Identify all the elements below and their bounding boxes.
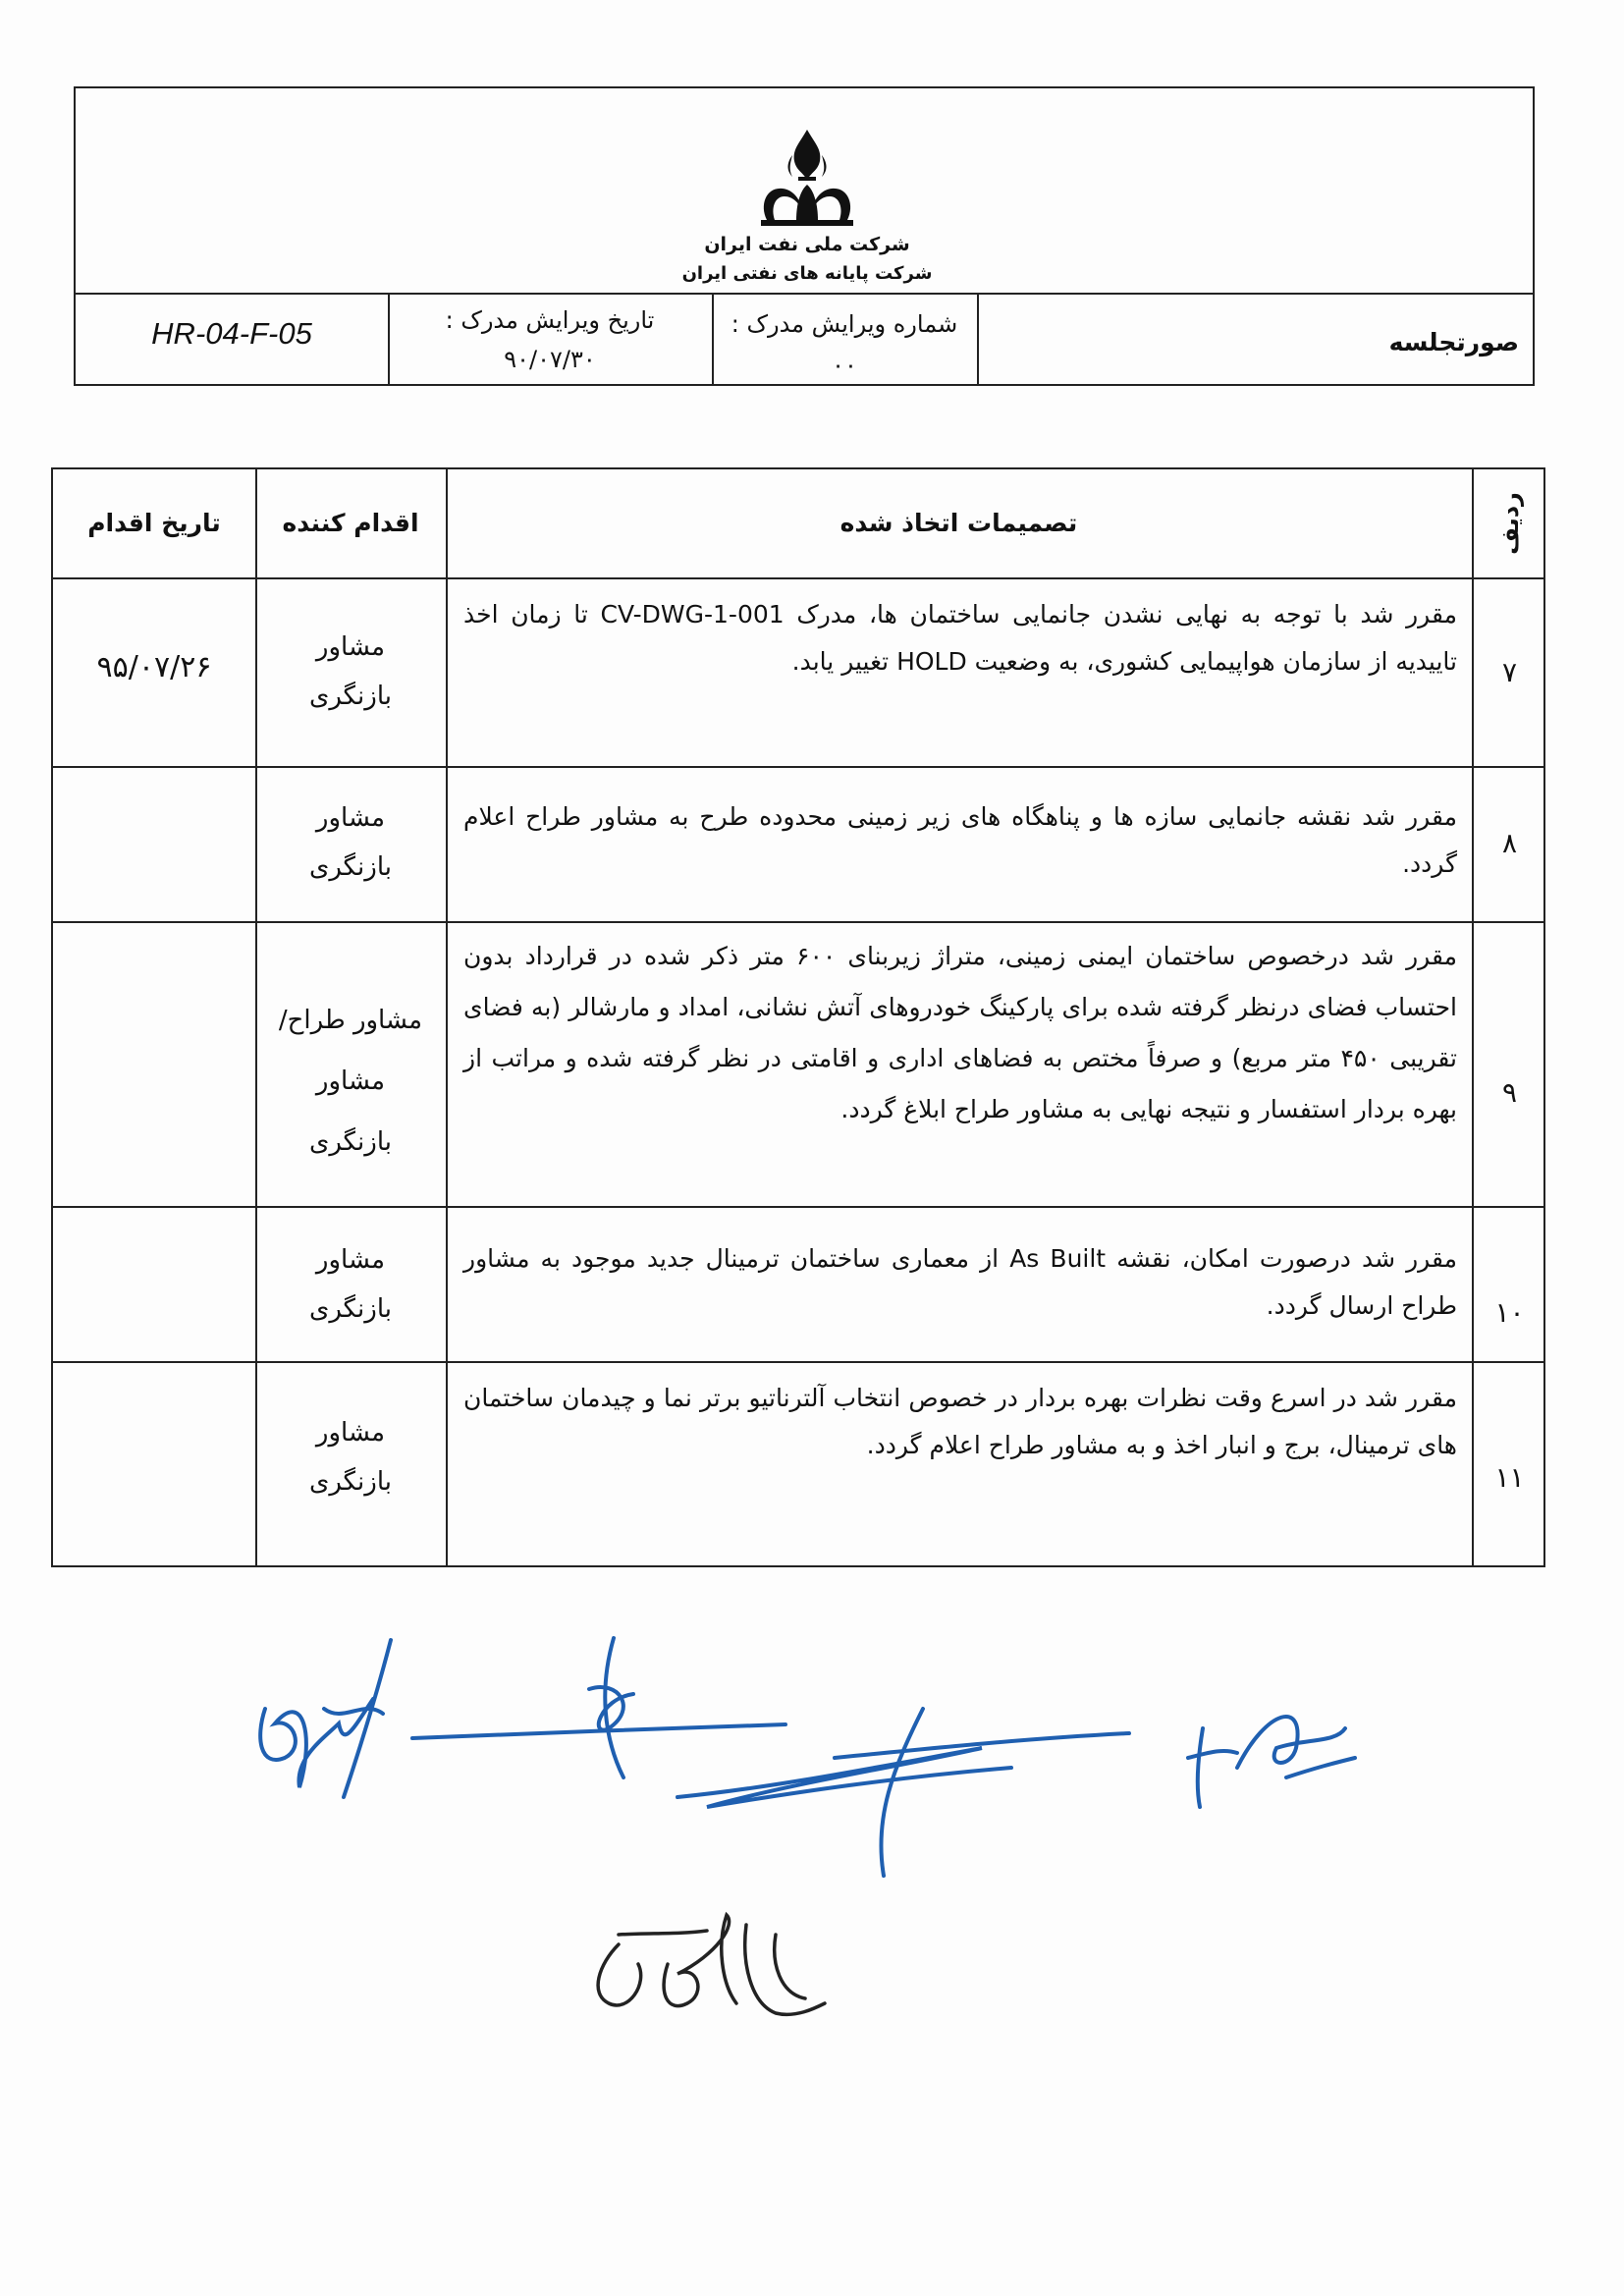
table-row-line bbox=[53, 766, 1543, 768]
signature-2 bbox=[412, 1638, 785, 1777]
company-name-nioc: شرکت ملی نفت ایران bbox=[704, 234, 910, 255]
row-number: ۹ bbox=[1501, 1076, 1518, 1109]
decision-text: مقرر شد درخصوص ساختمان ایمنی زمینی، متراژ زیربنای ۶۰۰ متر ذکر شده در قرارداد بدون احتساب فضای درنظر گرفته شده برای پارکینگ خودروهای آتش نشانی، امداد و مارشالر (به فضای تقریبی ۴۵۰ متر مربع) و صرفاً مختص به فضاهای اداری و اقامتی در نظر گرفته شده و مراتب از بهره بردار استفسار و نتیجه نهایی به مشاور طراح ابلاغ گردد. bbox=[463, 942, 1457, 1123]
col-header-actor: اقدام کننده bbox=[282, 509, 419, 537]
row-number: ۱۱ bbox=[1494, 1461, 1525, 1494]
action-date: ۹۵/۰۷/۲۶ bbox=[96, 650, 212, 684]
revision-date-value: ۹۰/۰۷/۳۰ bbox=[504, 346, 596, 373]
action-owner: مشاور بازنگری bbox=[308, 803, 392, 882]
document-header bbox=[74, 86, 1535, 386]
table-row-line bbox=[53, 921, 1543, 923]
table-row-line bbox=[53, 1361, 1543, 1363]
action-owner: مشاور طراح/ مشاور بازنگری bbox=[278, 1006, 423, 1157]
col-header-row-number bbox=[1472, 489, 1547, 558]
nioc-logo bbox=[753, 126, 861, 238]
action-owner: مشاور بازنگری bbox=[308, 632, 392, 711]
row-number: ۸ bbox=[1501, 827, 1518, 859]
col-header-decision: تصمیمات اتخاذ شده bbox=[839, 509, 1078, 537]
signature-5 bbox=[579, 1905, 835, 2052]
col-header-date: تاریخ اقدام bbox=[87, 509, 221, 537]
table-row-line bbox=[53, 1206, 1543, 1208]
minutes-title: صورتجلسه bbox=[1388, 328, 1519, 356]
header-divider bbox=[76, 293, 1533, 295]
decisions-table bbox=[51, 467, 1545, 1567]
company-name-terminals: شرکت پایانه های نفتی ایران bbox=[681, 263, 933, 284]
revision-number-label: شماره ویرایش مدرک : bbox=[731, 310, 958, 338]
row-number: ۱۰ bbox=[1494, 1296, 1525, 1329]
revision-date-label: تاریخ ویرایش مدرک : bbox=[445, 306, 655, 334]
decision-text: مقرر شد درصورت امکان، نقشه As Built از معماری ساختمان ترمینال جدید موجود به مشاور طراح ارسال گردد. bbox=[463, 1244, 1458, 1320]
table-row-line bbox=[53, 577, 1543, 579]
signatures-row bbox=[245, 1630, 1375, 1886]
action-owner: مشاور بازنگری bbox=[308, 1418, 392, 1497]
revision-number-value: ۰۰ bbox=[832, 352, 857, 379]
signature-4 bbox=[1188, 1717, 1355, 1807]
decision-text: مقرر شد نقشه جانمایی سازه ها و پناهگاه های زیر زمینی محدوده طرح به مشاور طراح اعلام گردد. bbox=[463, 802, 1457, 878]
row-number-header-text: ردیف bbox=[1495, 492, 1524, 555]
document-code: HR-04-F-05 bbox=[151, 316, 312, 351]
table-col-line bbox=[1472, 469, 1474, 1565]
row-number: ۷ bbox=[1501, 656, 1518, 688]
table-col-line bbox=[255, 469, 257, 1565]
table-col-line bbox=[446, 469, 448, 1565]
signature-1 bbox=[260, 1640, 391, 1797]
decision-text: مقرر شد با توجه به نهایی نشدن جانمایی ساختمان ها، مدرک CV-DWG-1-001 تا زمان اخذ تاییدیه از سازمان هواپیمایی کشوری، به وضعیت HOLD تغییر یابد. bbox=[463, 600, 1457, 676]
header-col-line bbox=[977, 293, 979, 384]
decision-text: مقرر شد در اسرع وقت نظرات بهره بردار در خصوص انتخاب آلترناتیو برتر نما و چیدمان ساختمان های ترمینال، برج و انبار اخذ و به مشاور طراح اعلام گردد. bbox=[463, 1384, 1457, 1459]
signature-3 bbox=[677, 1709, 1129, 1876]
action-owner: مشاور بازنگری bbox=[308, 1245, 392, 1324]
